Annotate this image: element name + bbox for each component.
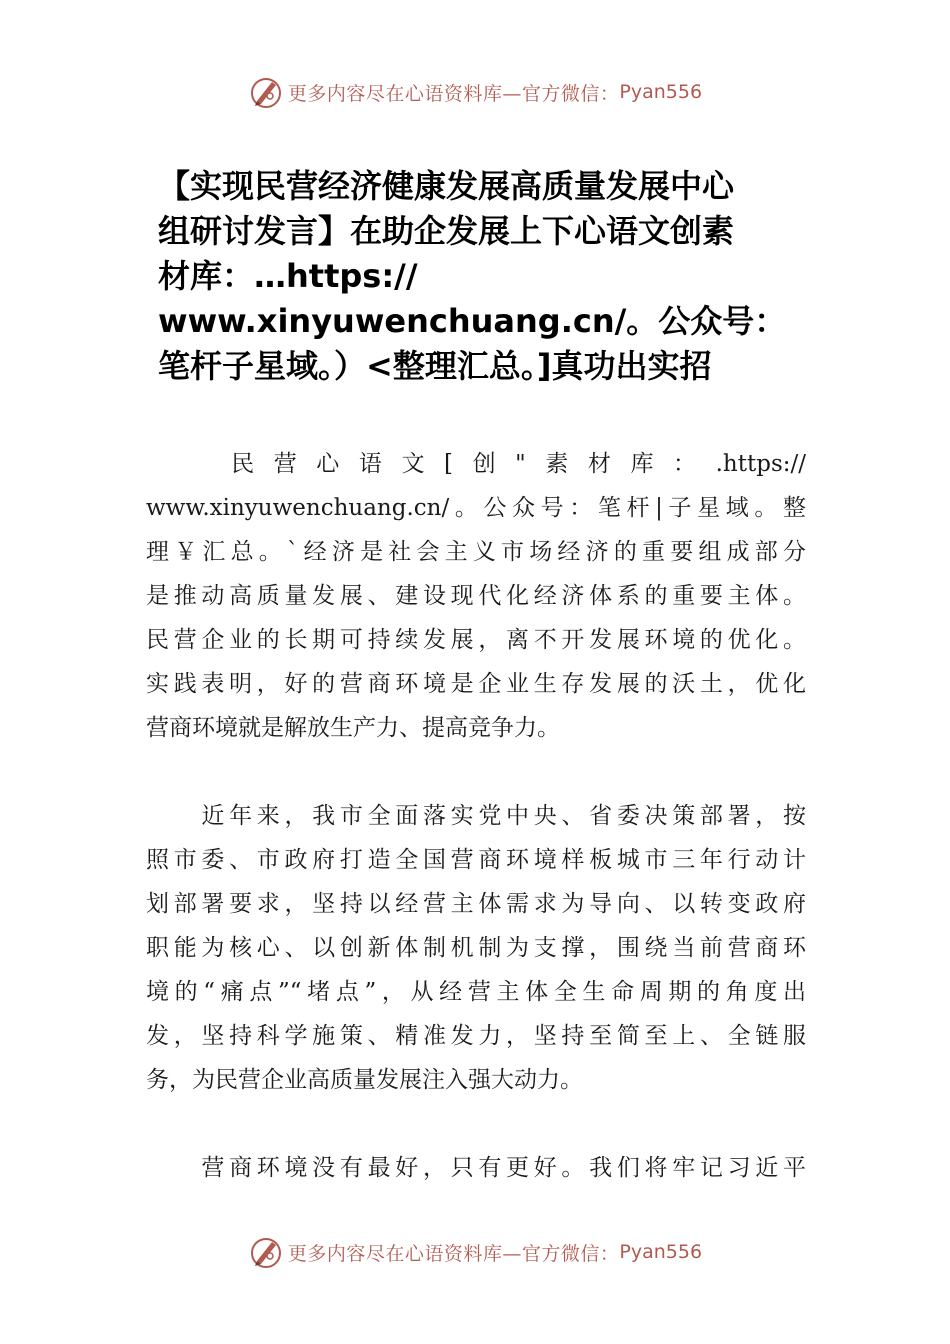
paragraph-spacer bbox=[146, 1102, 806, 1146]
paragraph-3 bbox=[146, 1146, 806, 1190]
banner-text: 更多内容尽在心语资料库—官方微信： bbox=[287, 82, 620, 105]
footer-watermark-banner bbox=[0, 1230, 950, 1274]
paragraph-line: 发，坚持科学施策、精准发力，坚持至简至上、全链服 bbox=[146, 1023, 806, 1049]
paragraph-line: 营商环境就是解放生产力、提高竞争力。 bbox=[146, 715, 560, 741]
pen-logo-icon bbox=[248, 74, 284, 110]
paragraph-2 bbox=[146, 794, 806, 1102]
paragraph-line: 理￥汇总。`经济是社会主义市场经济的重要组成部分 bbox=[146, 539, 806, 565]
title-line: 组研讨发言】在助企发展上下心语文创素 bbox=[158, 212, 735, 250]
paragraph-line: 近年来，我市全面落实党中央、省委决策部署，按 bbox=[146, 803, 806, 829]
title-line: 笔杆子星域。）<整理汇总。]真功出实招 bbox=[158, 347, 712, 385]
paragraph-line: 职能为核心、以创新体制机制为支撑，围绕当前营商环 bbox=[146, 935, 806, 961]
paragraph-line: 划部署要求，坚持以经营主体需求为导向、以转变政府 bbox=[146, 891, 806, 917]
paragraph-line: 民营企业的长期可持续发展，离不开发展环境的优化。 bbox=[146, 627, 806, 653]
paragraph-line: 境的“痛点”“堵点”，从经营主体全生命周期的角度出 bbox=[146, 979, 806, 1005]
document-body bbox=[146, 442, 806, 1190]
title-line: 材库：…https:// bbox=[158, 257, 418, 295]
paragraph-line: www.xinyuwenchuang.cn/。公众号：笔杆|子星域。整 bbox=[146, 495, 806, 521]
paragraph-line: 务，为民营企业高质量发展注入强大动力。 bbox=[146, 1067, 583, 1093]
header-watermark-banner bbox=[0, 70, 950, 114]
title-line: 【实现民营经济健康发展高质量发展中心 bbox=[158, 167, 735, 205]
paragraph-line: 实践表明，好的营商环境是企业生存发展的沃土，优化 bbox=[146, 671, 806, 697]
paragraph-1 bbox=[146, 442, 806, 750]
title-line: www.xinyuwenchuang.cn/。公众号： bbox=[158, 302, 787, 340]
paragraph-line: 营商环境没有最好，只有更好。我们将牢记习近平 bbox=[146, 1155, 806, 1181]
paragraph-line: 民营心语文[创"素材库：.https:// bbox=[146, 451, 806, 477]
paragraph-spacer bbox=[146, 750, 806, 794]
pen-logo-icon bbox=[248, 1234, 284, 1270]
banner-text: 更多内容尽在心语资料库—官方微信： bbox=[287, 1242, 620, 1265]
banner-wechat-id: Pyan556 bbox=[619, 81, 703, 103]
document-title bbox=[158, 164, 848, 389]
paragraph-line: 是推动高质量发展、建设现代化经济体系的重要主体。 bbox=[146, 583, 806, 609]
paragraph-line: 照市委、市政府打造全国营商环境样板城市三年行动计 bbox=[146, 847, 806, 873]
banner-wechat-id: Pyan556 bbox=[619, 1241, 703, 1263]
